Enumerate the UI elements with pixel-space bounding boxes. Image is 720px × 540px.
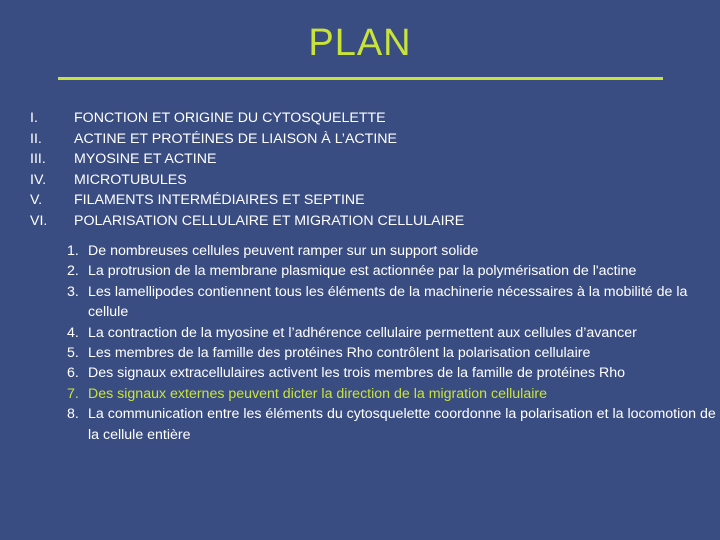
section-number: V. [30,192,43,209]
subsection-item [67,323,717,343]
subsection-item [67,241,717,261]
section-item [30,170,710,191]
section-text: ACTINE ET PROTÉINES DE LIAISON À L’ACTINE [74,130,397,147]
subsection-number: 5. [67,345,79,362]
subsection-number: 8. [67,406,79,423]
subsection-item [67,404,717,445]
subsection-number: 2. [67,263,79,280]
section-text: FONCTION ET ORIGINE DU CYTOSQUELETTE [74,110,386,126]
subsection-number: 1. [67,243,79,259]
subsection-text: Des signaux externes peuvent dicter la direction de la migration cellulaire [88,385,547,402]
subsection-item [67,343,717,363]
section-text: MICROTUBULES [74,171,187,188]
subsection-text: La protrusion de la membrane plasmique est actionnée par la polymérisation de l'actine [88,263,637,280]
subsection-number: 6. [67,365,79,382]
subsection-item-highlighted [67,384,717,404]
section-number: II. [30,130,42,147]
subsection-number: 7. [67,385,79,402]
subsection-item [67,261,717,281]
section-item [30,190,710,211]
subsection-text: Les membres de la famille des protéines Rho contrôlent la polarisation cellulaire [88,345,591,362]
subsection-text: La communication entre les éléments du cytosquelette coordonne la polarisation et la locomotion de la cellule entière [88,406,716,443]
subsection-number: 3. [67,283,79,300]
section-text: MYOSINE ET ACTINE [74,151,217,168]
section-item [30,108,710,129]
subsection-item [67,282,717,323]
title-underline [58,77,663,80]
subsection-text: La contraction de la myosine et l’adhérence cellulaire permettent aux cellules d’avancer [88,324,637,341]
subsection-number: 4. [67,324,79,341]
subsection-item [67,363,717,383]
section-number: VI. [30,212,48,229]
section-text: FILAMENTS INTERMÉDIAIRES ET SEPTINE [74,192,365,209]
section-number: III. [30,151,46,168]
section-item [30,129,710,150]
slide-title: PLAN [308,22,412,64]
section-item [30,211,710,232]
subsection-text: De nombreuses cellules peuvent ramper sur un support solide [88,243,479,259]
section-list [30,108,710,232]
subsection-text: Des signaux extracellulaires activent les trois membres de la famille de protéines Rho [88,365,626,382]
subsection-text: Les lamellipodes contiennent tous les éléments de la machinerie nécessaires à la mobilité de la cellule [88,283,688,321]
section-number: IV. [30,171,47,188]
section-number: I. [30,110,38,126]
subsection-list [67,241,717,445]
section-text: POLARISATION CELLULAIRE ET MIGRATION CELLULAIRE [74,212,465,229]
section-item [30,149,710,170]
